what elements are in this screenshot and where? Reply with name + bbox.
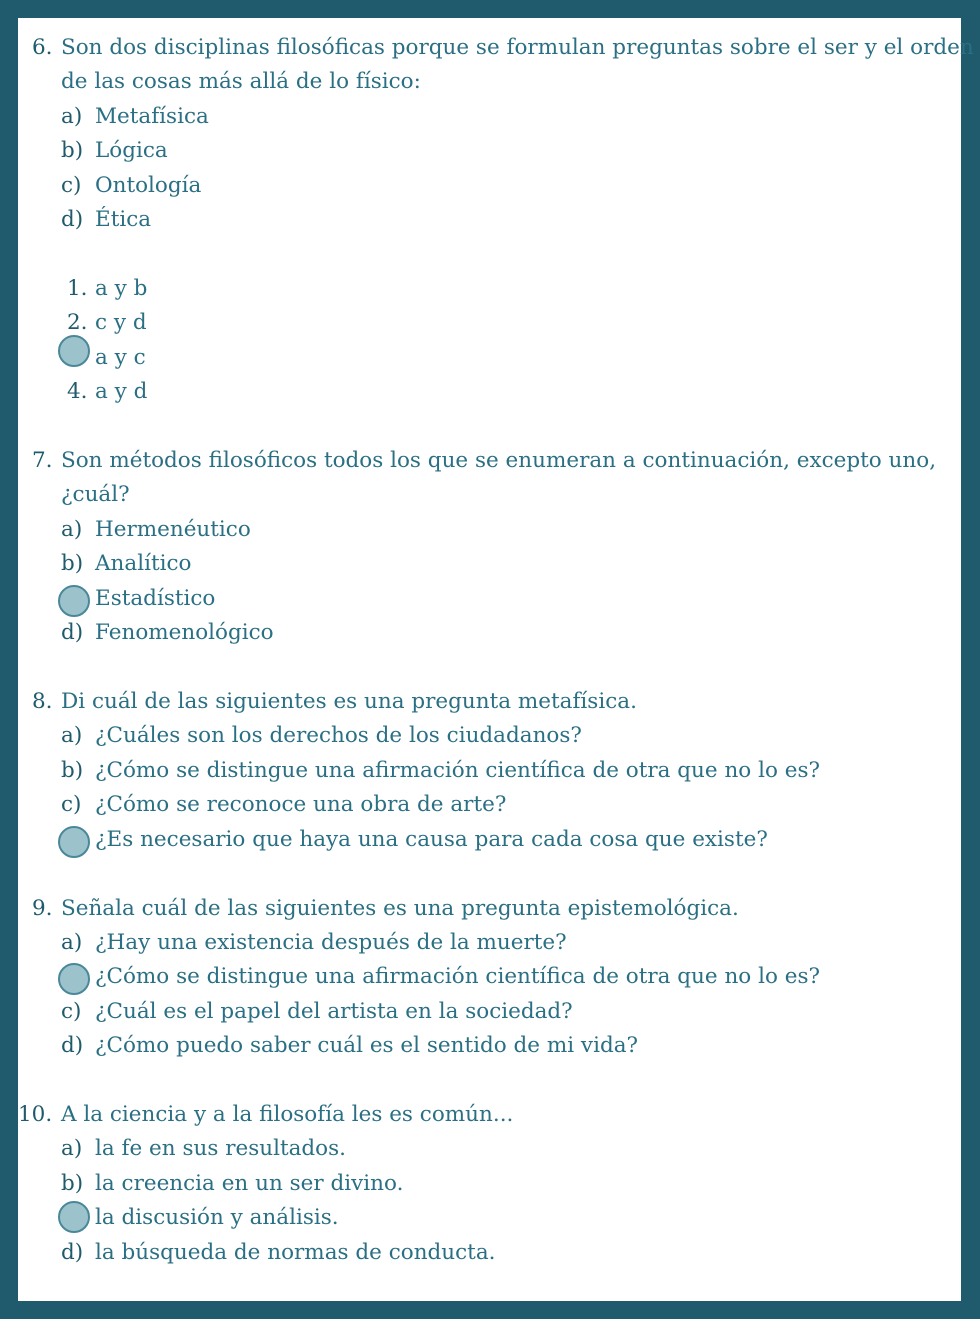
question-8-prompt: Di cuál de las siguientes es una pregunta metafísica. bbox=[61, 689, 637, 714]
option-text: ¿Cuál es el papel del artista en la sociedad? bbox=[95, 999, 573, 1024]
combo-text: a y c bbox=[95, 345, 146, 370]
answer-mark-option-c bbox=[58, 585, 90, 617]
question-7-number: 7. bbox=[32, 448, 53, 473]
option-label: c) bbox=[61, 792, 82, 817]
option-label: a) bbox=[61, 104, 83, 129]
question-9-prompt: Señala cuál de las siguientes es una pregunta epistemológica. bbox=[61, 896, 739, 921]
option-label: b) bbox=[61, 551, 84, 576]
question-6-prompt-line-1: Son dos disciplinas filosóficas porque se formulan preguntas sobre el ser y el orden bbox=[61, 35, 974, 60]
option-label: c) bbox=[61, 173, 82, 198]
option-label: d) bbox=[61, 1240, 84, 1265]
question-10-prompt: A la ciencia y a la filosofía les es común... bbox=[61, 1102, 514, 1127]
option-text: Estadístico bbox=[95, 586, 216, 611]
option-text: ¿Es necesario que haya una causa para cada cosa que existe? bbox=[95, 827, 768, 852]
answer-mark-option-c bbox=[58, 1201, 90, 1233]
quiz-page bbox=[18, 18, 974, 1301]
answer-mark-option-b bbox=[58, 963, 90, 995]
option-text: ¿Cómo se distingue una afirmación científica de otra que no lo es? bbox=[95, 758, 821, 783]
option-label: a) bbox=[61, 723, 83, 748]
option-text: Hermenéutico bbox=[95, 517, 251, 542]
option-text: la búsqueda de normas de conducta. bbox=[95, 1240, 496, 1265]
option-label: b) bbox=[61, 1171, 84, 1196]
question-6-prompt-line-2: de las cosas más allá de lo físico: bbox=[61, 69, 421, 94]
option-label: b) bbox=[61, 138, 84, 163]
answer-mark-option-d bbox=[58, 826, 90, 858]
option-text: Metafísica bbox=[95, 104, 209, 129]
question-7-prompt-line-2: ¿cuál? bbox=[61, 482, 130, 507]
combo-label: 4. bbox=[67, 379, 88, 404]
option-text: Analítico bbox=[95, 551, 192, 576]
option-text: ¿Cuáles son los derechos de los ciudadanos? bbox=[95, 723, 582, 748]
question-8-number: 8. bbox=[32, 689, 53, 714]
answer-mark-combo-3 bbox=[58, 335, 90, 367]
option-label: a) bbox=[61, 517, 83, 542]
option-text: Fenomenológico bbox=[95, 620, 274, 645]
combo-text: c y d bbox=[95, 310, 147, 335]
question-10-number: 10. bbox=[18, 1102, 53, 1127]
option-label: d) bbox=[61, 620, 84, 645]
combo-text: a y d bbox=[95, 379, 148, 404]
option-label: d) bbox=[61, 1033, 84, 1058]
option-text: la fe en sus resultados. bbox=[95, 1136, 346, 1161]
combo-label: 1. bbox=[67, 276, 88, 301]
option-label: b) bbox=[61, 758, 84, 783]
question-6-number: 6. bbox=[32, 35, 53, 60]
option-label: a) bbox=[61, 930, 83, 955]
option-text: Lógica bbox=[95, 138, 168, 163]
option-label: d) bbox=[61, 207, 84, 232]
option-text: ¿Cómo se distingue una afirmación científica de otra que no lo es? bbox=[95, 964, 821, 989]
option-text: Ontología bbox=[95, 173, 202, 198]
option-text: ¿Hay una existencia después de la muerte? bbox=[95, 930, 567, 955]
option-text: Ética bbox=[95, 207, 152, 232]
option-label: c) bbox=[61, 999, 82, 1024]
question-7-prompt-line-1: Son métodos filosóficos todos los que se enumeran a continuación, excepto uno, bbox=[61, 448, 937, 473]
combo-label: 2. bbox=[67, 310, 88, 335]
option-text: ¿Cómo puedo saber cuál es el sentido de mi vida? bbox=[95, 1033, 639, 1058]
option-text: la creencia en un ser divino. bbox=[95, 1171, 404, 1196]
question-9-number: 9. bbox=[32, 896, 53, 921]
option-text: ¿Cómo se reconoce una obra de arte? bbox=[95, 792, 507, 817]
option-text: la discusión y análisis. bbox=[95, 1205, 339, 1230]
combo-text: a y b bbox=[95, 276, 148, 301]
option-label: a) bbox=[61, 1136, 83, 1161]
